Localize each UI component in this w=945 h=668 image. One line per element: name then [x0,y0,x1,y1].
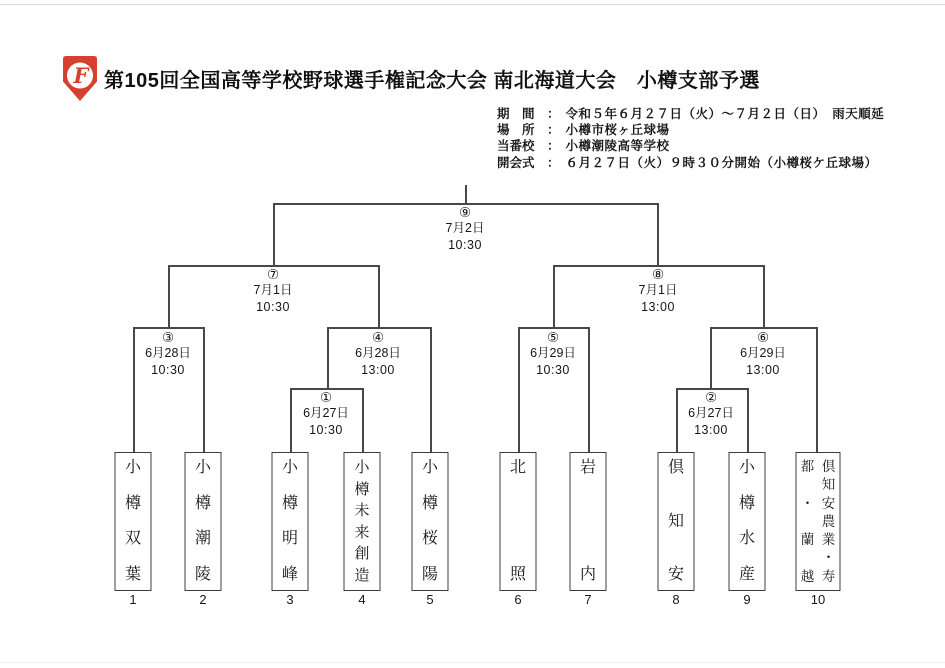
page-title: 第105回全国高等学校野球選手権記念大会 南北海道大会 小樽支部予選 [104,70,760,92]
team-name-char: 創 [354,545,370,563]
team-name-char: 峰 [281,565,298,583]
team-4-otaru-mirai-sozo [344,452,381,607]
info-label: 期 間 ： [497,107,560,121]
match-number: ③ [161,330,175,345]
team-seed-number: 4 [358,592,366,607]
bracket-line [465,185,467,204]
team-name-char: 樽 [124,494,141,512]
info-row-host-school [497,138,884,154]
team-name-char: 小 [421,459,438,476]
match-date: 7月2日 [445,221,485,235]
team-name-column [274,460,307,583]
team-seed-number: 5 [426,592,434,607]
bracket-line [203,327,205,453]
bracket-line [430,327,432,453]
team-name-box [796,452,841,591]
team-name-char: 小 [124,459,141,476]
bracket-line [763,265,765,328]
team-name-column [346,460,379,583]
team-name-column [819,460,839,583]
match-time: 13:00 [746,363,780,377]
team-name-char: 陽 [421,565,438,583]
team-name-char: 双 [124,530,141,548]
info-label: 当番校 ： [497,139,560,154]
scan-artifact-line [0,662,945,663]
team-name-char: 安 [667,566,684,583]
match-label-4 [355,330,401,378]
match-time: 10:30 [448,238,482,252]
match-number: ① [319,390,333,405]
team-name-box [729,452,766,591]
team-name-char: 樽 [421,494,438,512]
match-number: ⑧ [651,267,665,282]
team-name-char: 内 [579,566,596,583]
team-7-iwanai [570,452,607,607]
team-name-char: 業 [821,532,836,547]
info-label: 開会式 ： [497,155,560,170]
match-time: 13:00 [641,300,675,314]
team-name-char: 都 [800,459,815,474]
info-value: 令和５年６月２７日（火）～７月２日（日） 雨天順延 [565,107,885,121]
bracket-line [518,327,520,453]
match-label-3 [145,330,191,378]
team-name-char: 安 [821,495,836,511]
header [60,54,760,103]
match-date: 6月28日 [355,346,401,360]
match-time: 10:30 [536,363,570,377]
bracket-line [657,203,659,266]
team-name-char: 知 [821,477,836,493]
match-date: 7月1日 [253,283,293,297]
team-name-box [344,452,381,591]
team-name-char: 小 [281,459,298,476]
team-name-box [412,452,449,591]
bracket-line [133,327,135,453]
team-name-box [570,452,607,591]
team-name-char: ・ [800,495,815,511]
match-number: ⑦ [266,267,280,282]
match-date: 6月27日 [303,406,349,420]
match-time: 10:30 [309,423,343,437]
team-name-char: 来 [354,523,370,541]
team-name-box [658,452,695,591]
team-name-char: ・ [821,550,836,566]
match-number: ⑤ [546,330,560,345]
team-2-otaru-choryo [185,452,222,607]
match-date: 6月29日 [740,346,786,360]
team-seed-number: 9 [743,592,751,607]
team-name-char: 水 [738,530,755,548]
team-name-char: 未 [354,502,370,520]
match-time: 13:00 [361,363,395,377]
team-seed-number: 7 [584,592,592,607]
info-block [497,106,884,171]
team-name-char: 倶 [667,459,684,476]
bracket-line [378,265,380,328]
team-name-box [500,452,537,591]
match-date: 7月1日 [638,283,678,297]
team-name-char: 小 [354,459,370,476]
info-value: ６月２７日（火）９時３０分開始（小樽桜ケ丘球場） [565,155,878,170]
match-date: 6月27日 [688,406,734,420]
team-name-char: 寿 [821,568,836,584]
info-value: 小樽潮陵高等学校 [565,139,670,154]
bracket-line [273,203,275,266]
team-name-char: 桜 [421,530,438,548]
match-date: 6月28日 [145,346,191,360]
team-name-char: 造 [354,566,370,584]
bracket-line [327,327,329,389]
team-name-char: 小 [194,459,211,476]
scan-artifact-line [0,4,945,5]
team-name-char: 岩 [579,459,596,476]
team-seed-number: 1 [129,592,137,607]
info-row-opening-ceremony [497,155,884,171]
bracket-line [588,327,590,453]
bracket-line [816,327,818,453]
match-label-9-final [446,205,485,253]
match-date: 6月29日 [530,346,576,360]
team-seed-number: 8 [672,592,680,607]
svg-text:F: F [73,63,89,88]
team-name-box [185,452,222,591]
match-label-5 [530,330,576,378]
team-name-char: 北 [509,459,526,476]
team-name-column [798,460,818,583]
team-name-char: 潮 [194,530,211,548]
match-time: 10:30 [256,300,290,314]
team-name-char: 樽 [354,480,370,498]
bracket-line [710,327,712,389]
bracket-line [747,388,749,453]
team-name-column [117,460,150,583]
team-name-char: 小 [738,459,755,476]
team-name-char: 葉 [124,565,141,583]
team-name-char: 倶 [821,459,836,474]
bracket-line [362,388,364,453]
team-6-hokusho [500,452,537,607]
team-name-column [660,460,693,583]
bracket-line [290,388,292,453]
team-5-otaru-oyo [412,452,449,607]
team-name-char: 陵 [194,565,211,583]
team-name-char: 照 [509,566,526,583]
team-seed-number: 2 [199,592,207,607]
team-8-kutchan [658,452,695,607]
team-name-char: 産 [738,565,755,583]
match-label-7 [254,267,293,315]
match-number: ② [704,390,718,405]
team-name-char: 樽 [281,494,298,512]
match-label-8 [639,267,678,315]
team-name-column [572,460,605,583]
baseball-federation-logo-icon [60,54,100,103]
team-name-column [731,460,764,583]
match-label-6 [740,330,786,378]
team-name-char: 蘭 [800,532,815,547]
team-name-char: 越 [800,568,815,584]
team-9-otaru-suisan [729,452,766,607]
team-name-column [414,460,447,583]
info-row-period [497,106,884,122]
bracket-line [168,265,170,328]
info-row-venue [497,122,884,138]
team-10-kutchan-nogyo-suttsu-rankoshi [796,452,841,607]
info-label: 場 所 ： [497,123,560,138]
info-value: 小樽市桜ヶ丘球場 [565,123,670,138]
match-number: ⑥ [756,330,770,345]
team-name-box [272,452,309,591]
team-seed-number: 3 [286,592,294,607]
team-name-char: 知 [667,512,684,530]
team-name-char: 樽 [738,494,755,512]
match-time: 13:00 [694,423,728,437]
team-name-column [187,460,220,583]
bracket-line [553,265,555,328]
team-1-otaru-futaba [115,452,152,607]
match-label-1 [303,390,349,438]
match-label-2 [688,390,734,438]
match-number: ⑨ [458,205,472,220]
team-name-char: 農 [821,513,836,529]
team-name-char: 樽 [194,494,211,512]
bracket-line [676,388,678,453]
team-seed-number: 10 [810,592,826,607]
team-name-column [502,460,535,583]
match-time: 10:30 [151,363,185,377]
match-number: ④ [371,330,385,345]
team-name-char: 明 [281,530,298,548]
team-name-box [115,452,152,591]
team-seed-number: 6 [514,592,522,607]
team-3-otaru-meiho [272,452,309,607]
